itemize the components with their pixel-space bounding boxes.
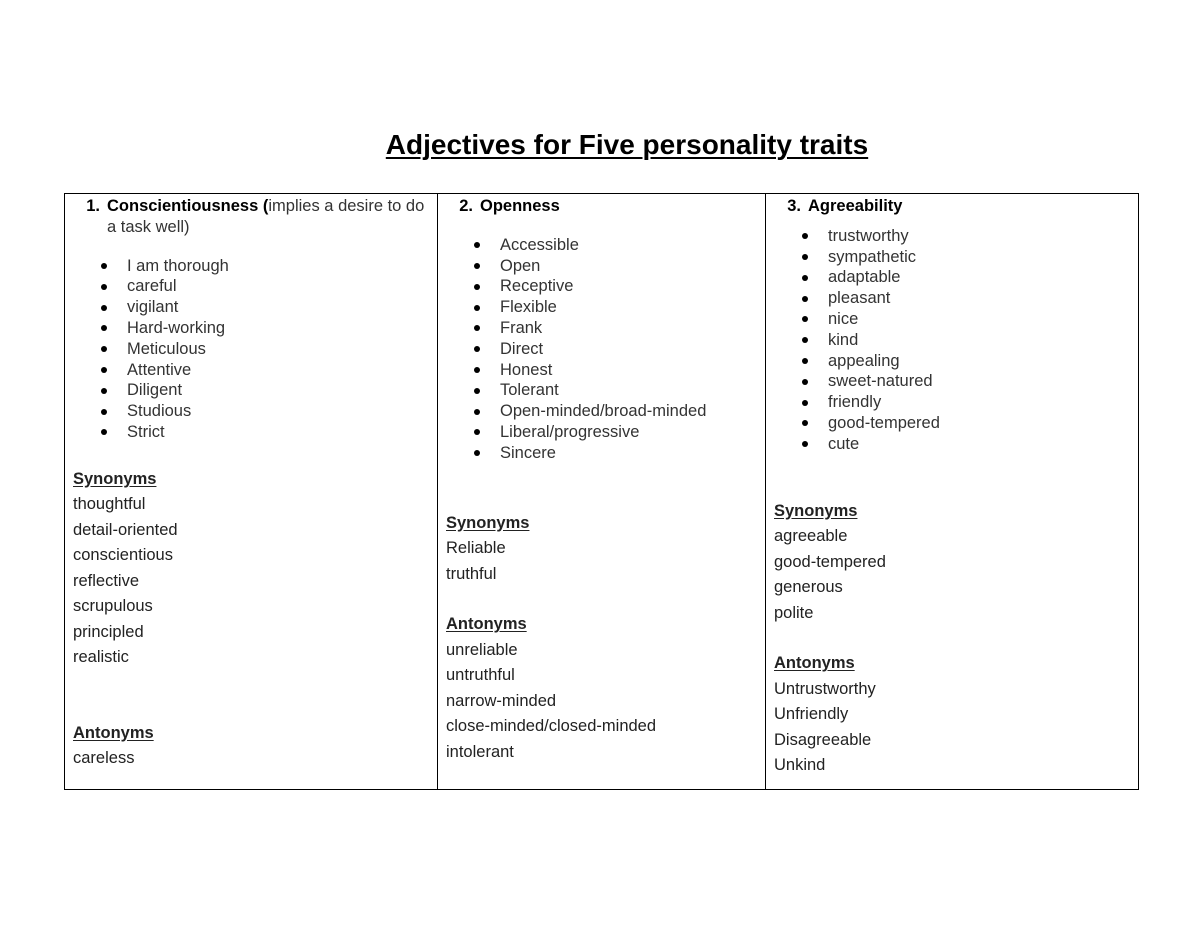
trait-column-agreeability bbox=[765, 194, 1138, 789]
bullet-icon bbox=[774, 441, 828, 447]
list-item: generous bbox=[774, 578, 843, 597]
list-item: detail-oriented bbox=[73, 520, 178, 539]
list-item: sympathetic bbox=[774, 247, 1130, 268]
bullet-icon bbox=[774, 337, 828, 343]
antonym-list bbox=[446, 638, 757, 766]
bullet-icon bbox=[774, 358, 828, 364]
list-item: thoughtful bbox=[73, 495, 146, 514]
list-item: Liberal/progressive bbox=[446, 422, 757, 443]
bullet-icon bbox=[446, 409, 500, 415]
bullet-icon bbox=[73, 305, 127, 311]
bullet-icon bbox=[446, 388, 500, 394]
list-item: kind bbox=[774, 330, 1130, 351]
bullet-icon bbox=[774, 296, 828, 302]
list-item: adaptable bbox=[774, 267, 1130, 288]
list-item: friendly bbox=[774, 392, 1130, 413]
bullet-icon bbox=[73, 284, 127, 290]
list-item: agreeable bbox=[774, 527, 848, 546]
synonym-list bbox=[446, 536, 757, 587]
trait-number: 3. bbox=[787, 197, 801, 215]
list-item: good-tempered bbox=[774, 413, 1130, 434]
list-item: Studious bbox=[73, 401, 429, 422]
list-item: I am thorough bbox=[73, 256, 429, 277]
list-item: pleasant bbox=[774, 288, 1130, 309]
bullet-icon bbox=[446, 242, 500, 248]
antonyms-label: Antonyms bbox=[446, 615, 527, 634]
bullet-icon bbox=[446, 305, 500, 311]
synonym-list bbox=[73, 492, 429, 671]
list-item: trustworthy bbox=[774, 226, 1130, 247]
antonyms-label: Antonyms bbox=[774, 654, 855, 673]
antonyms-label: Antonyms bbox=[73, 723, 154, 742]
synonyms-label: Synonyms bbox=[73, 469, 157, 488]
list-item: realistic bbox=[73, 648, 129, 667]
bullet-icon bbox=[446, 325, 500, 331]
bullet-icon bbox=[446, 367, 500, 373]
list-item: Disagreeable bbox=[774, 730, 872, 749]
bullet-icon bbox=[774, 275, 828, 281]
bullet-icon bbox=[446, 284, 500, 290]
list-item: close-minded/closed-minded bbox=[446, 717, 657, 736]
list-item: narrow-minded bbox=[446, 691, 557, 710]
trait-note: implies a desire to do a task well) bbox=[107, 197, 425, 236]
traits-table bbox=[64, 193, 1139, 790]
list-item: Unkind bbox=[774, 756, 826, 775]
list-item: principled bbox=[73, 622, 144, 641]
list-item: Tolerant bbox=[446, 380, 757, 401]
list-item: vigilant bbox=[73, 297, 429, 318]
list-item: careful bbox=[73, 276, 429, 297]
list-item: Unfriendly bbox=[774, 705, 849, 724]
list-item: conscientious bbox=[73, 546, 173, 565]
trait-heading bbox=[774, 196, 1130, 217]
bullet-icon bbox=[73, 263, 127, 269]
trait-column-conscientiousness bbox=[65, 194, 437, 789]
trait-number: 1. bbox=[86, 197, 100, 215]
bullet-icon bbox=[774, 233, 828, 239]
synonyms-label: Synonyms bbox=[774, 501, 858, 520]
bullet-icon bbox=[774, 420, 828, 426]
trait-name: Conscientiousness ( bbox=[107, 197, 269, 215]
list-item: Hard-working bbox=[73, 318, 429, 339]
list-item: Receptive bbox=[446, 276, 757, 297]
list-item: unreliable bbox=[446, 640, 518, 659]
list-item: Reliable bbox=[446, 539, 506, 558]
adjective-list bbox=[446, 235, 757, 464]
list-item: scrupulous bbox=[73, 597, 153, 616]
bullet-icon bbox=[73, 346, 127, 352]
list-item: untruthful bbox=[446, 666, 515, 685]
list-item: Direct bbox=[446, 339, 757, 360]
list-item: Meticulous bbox=[73, 339, 429, 360]
list-item: Honest bbox=[446, 360, 757, 381]
bullet-icon bbox=[446, 263, 500, 269]
page-title: Adjectives for Five personality traits bbox=[385, 129, 869, 160]
adjective-list bbox=[774, 226, 1130, 455]
trait-heading bbox=[73, 196, 429, 238]
bullet-icon bbox=[774, 379, 828, 385]
list-item: intolerant bbox=[446, 742, 514, 761]
list-item: cute bbox=[774, 434, 1130, 455]
bullet-icon bbox=[446, 429, 500, 435]
bullet-icon bbox=[774, 400, 828, 406]
list-item: sweet-natured bbox=[774, 371, 1130, 392]
list-item: Attentive bbox=[73, 360, 429, 381]
bullet-icon bbox=[73, 325, 127, 331]
adjective-list bbox=[73, 256, 429, 443]
list-item: Sincere bbox=[446, 443, 757, 464]
list-item: careless bbox=[73, 749, 135, 768]
list-item: Untrustworthy bbox=[774, 679, 876, 698]
trait-heading bbox=[446, 196, 757, 217]
bullet-icon bbox=[73, 409, 127, 415]
list-item: Strict bbox=[73, 422, 429, 443]
list-item: Flexible bbox=[446, 297, 757, 318]
bullet-icon bbox=[774, 254, 828, 260]
list-item: Accessible bbox=[446, 235, 757, 256]
list-item: appealing bbox=[774, 351, 1130, 372]
bullet-icon bbox=[73, 388, 127, 394]
synonym-list bbox=[774, 524, 1130, 626]
list-item: Diligent bbox=[73, 380, 429, 401]
list-item: good-tempered bbox=[774, 552, 886, 571]
trait-number: 2. bbox=[459, 197, 473, 215]
bullet-icon bbox=[446, 346, 500, 352]
bullet-icon bbox=[774, 316, 828, 322]
list-item: polite bbox=[774, 603, 814, 622]
list-item: Frank bbox=[446, 318, 757, 339]
antonym-list bbox=[774, 677, 1130, 779]
trait-name: Agreeability bbox=[808, 197, 903, 215]
list-item: reflective bbox=[73, 571, 140, 590]
bullet-icon bbox=[73, 367, 127, 373]
trait-name: Openness bbox=[480, 197, 560, 215]
bullet-icon bbox=[73, 429, 127, 435]
trait-column-openness bbox=[437, 194, 765, 789]
bullet-icon bbox=[446, 450, 500, 456]
list-item: Open bbox=[446, 256, 757, 277]
synonyms-label: Synonyms bbox=[446, 513, 530, 532]
antonym-list bbox=[73, 746, 429, 772]
list-item: Open-minded/broad-minded bbox=[446, 401, 757, 422]
list-item: nice bbox=[774, 309, 1130, 330]
list-item: truthful bbox=[446, 564, 497, 583]
